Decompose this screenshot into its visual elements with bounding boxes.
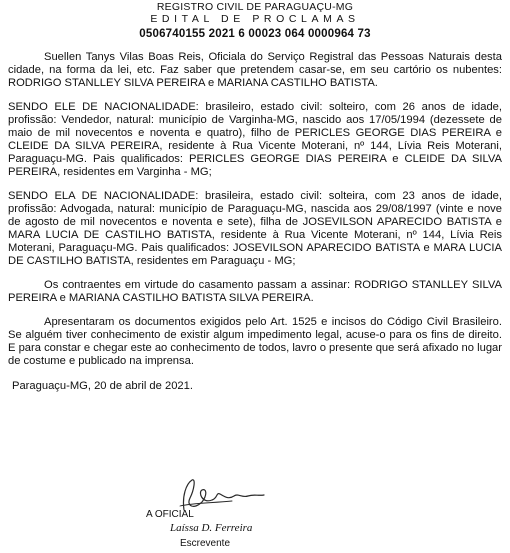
stamp-name: Laíssa D. Ferreira	[170, 522, 253, 534]
names-paragraph: Os contraentes em virtude do casamento passam a assinar: RODRIGO STANLLEY SILVA PEREIRA e MARIANA CASTILHO BATISTA SILVA PEREIRA.	[8, 278, 502, 304]
signature-title: A OFICIAL	[146, 509, 194, 520]
edital-title: EDITAL DE PROCLAMAS	[150, 12, 360, 25]
signer-role: Escrevente	[180, 538, 231, 549]
place-date: Paraguaçu-MG, 20 de abril de 2021.	[12, 379, 193, 392]
legal-paragraph: Apresentaram os documentos exigidos pelo Art. 1525 e incisos do Código Civil Brasileiro. Se alguém tiver conhecimento de existir algum impedimento legal, acuse-o para os fins de direito. E para constar e chegar este ao conhecimento de todos, lavro o presente que será afixado no lugar de costume e publicado na imprensa.	[8, 315, 502, 367]
registry-title: REGISTRO CIVIL DE PARAGUAÇU-MG	[156, 1, 354, 13]
bride-paragraph: SENDO ELA DE NACIONALIDADE: brasileira, estado civil: solteira, com 23 anos de idade, profissão: Advogada, natural: município de Paraguaçu-MG, nascida aos 29/08/1997 (vinte e nove de agosto de mil novecentos e noventa e sete), filha de JOSEVILSON APARECIDO BATISTA e MARA LUCIA DE CASTILHO BATISTA, residente à Rua Vicente Moterani, nº 144, Lívia Reis Moterani, Paraguaçu-MG. Pais qualificados: JOSEVILSON APARECIDO BATISTA e MARA LUCIA DE CASTILHO BATISTA, residentes em Paraguaçu - MG;	[8, 189, 502, 267]
intro-paragraph: Suellen Tanys Vilas Boas Reis, Oficiala do Serviço Registral das Pessoas Naturais desta cidade, na forma da lei, etc. Faz saber que pretendem casar-se, em seu cartório os nubentes: RODRIGO STANLLEY SILVA PEREIRA e MARIANA CASTILHO BATISTA.	[8, 50, 502, 89]
registry-code: 0506740155 2021 6 00023 064 0000964 73	[139, 28, 371, 41]
document-header	[8, 2, 502, 41]
signature-block	[140, 476, 280, 553]
groom-paragraph: SENDO ELE DE NACIONALIDADE: brasileiro, estado civil: solteiro, com 26 anos de idade, profissão: Vendedor, natural: município de Varginha-MG, nascido aos 17/05/1994 (dezessete de maio de mil novecentos e noventa e quatro), filho de PERICLES GEORGE DIAS PEREIRA e CLEIDE DA SILVA PEREIRA, residente à Rua Vicente Moterani, nº 144, Lívia Reis Moterani, Paraguaçu-MG. Pais qualificados: PERICLES GEORGE DIAS PEREIRA e CLEIDE DA SILVA PEREIRA, residentes em Varginha - MG;	[8, 100, 502, 178]
